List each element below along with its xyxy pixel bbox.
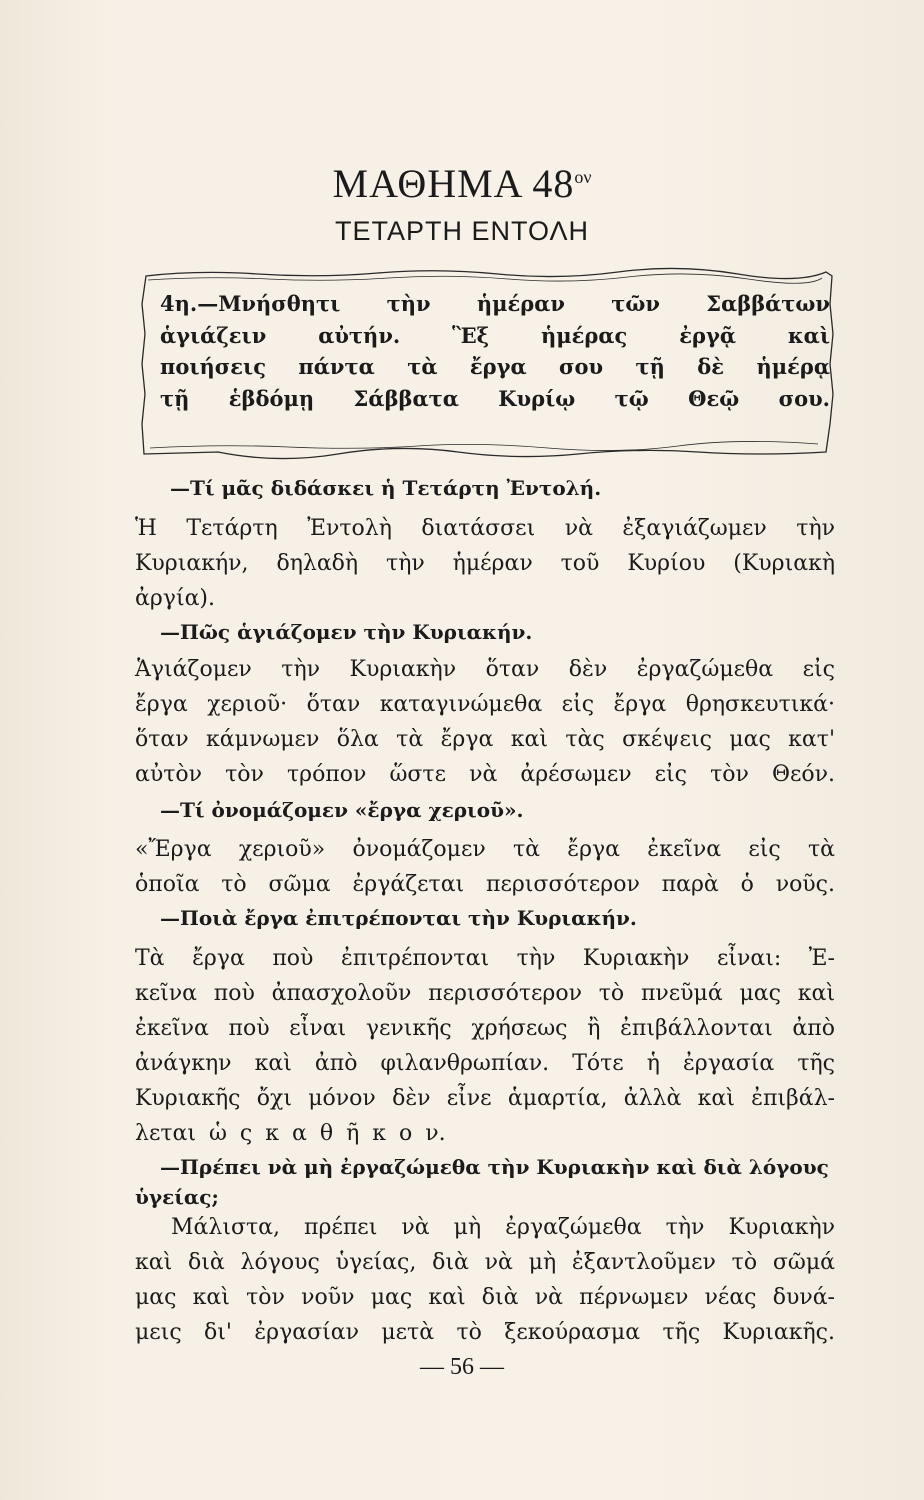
commandment-text: [160, 288, 830, 414]
question-4: —Ποιὰ ἔργα ἐπιτρέπονται τὴν Κυριακήν.: [160, 906, 637, 930]
commandment-line: ποιήσεις πάντα τὰ ἔργα σου τῇ δὲ ἡμέρᾳ: [160, 354, 830, 379]
answer-line: Κυριακήν, δηλαδὴ τὴν ἡμέραν τοῦ Κυρίου (Κυριακὴ: [135, 551, 835, 576]
answer-line: Μάλιστα, πρέπει νὰ μὴ ἐργαζώμεθα τὴν Κυριακὴν: [171, 1215, 835, 1240]
ordinal-suffix: ον: [574, 167, 592, 187]
commandment-line: τῇ ἑβδόμῃ Σάββατα Κυρίῳ τῷ Θεῷ σου.: [160, 385, 830, 411]
answer-5: [135, 1210, 835, 1350]
lesson-subtitle: ΤΕΤΑΡΤΗ ΕΝΤΟΛΗ: [334, 216, 590, 246]
question-5: —Πρέπει νὰ μὴ ἐργαζώμεθα τὴν Κυριακὴν καὶ διὰ λόγους ὑγείας;: [135, 1155, 829, 1209]
answer-line: μεις δι' ἐργασίαν μετὰ τὸ ξεκούρασμα τῆς Κυριακῆς.: [135, 1320, 835, 1345]
question-2: —Πῶς ἁγιάζομεν τὴν Κυριακήν.: [160, 620, 533, 644]
answer-line: μας καὶ τὸν νοῦν μας καὶ διὰ νὰ πέρνωμεν νέας δυνά-: [135, 1285, 835, 1310]
answer-line: Ἡ Τετάρτη Ἐντολὴ διατάσσει νὰ ἐξαγιάζωμεν τὴν: [135, 516, 835, 541]
question-3: —Τί ὀνομάζομεν «ἔργα χεριοῦ».: [160, 798, 524, 822]
answer-line: κεῖνα ποὺ ἀπασχολοῦν περισσότερον τὸ πνεῦμά μας καὶ: [135, 981, 835, 1006]
answer-line: ἀργία).: [135, 586, 215, 611]
answer-line: Ἁγιάζομεν τὴν Κυριακὴν ὅταν δὲν ἐργαζώμεθα εἰς: [135, 657, 835, 682]
commandment-line: 4η.—Μνήσθητι τὴν ἡμέραν τῶν Σαββάτων: [160, 291, 830, 316]
answer-line: ὅταν κάμνωμεν ὅλα τὰ ἔργα καὶ τὰς σκέψεις μας κατ': [135, 727, 835, 752]
question-1: —Τί μᾶς διδάσκει ἡ Τετάρτη Ἐντολή.: [170, 476, 602, 500]
answer-line: «Ἔργα χεριοῦ» ὀνομάζομεν τὰ ἔργα ἐκεῖνα εἰς τὰ: [135, 837, 835, 862]
answer-line: Κυριακῆς ὄχι μόνον δὲν εἶνε ἁμαρτία, ἀλλὰ καὶ ἐπιβάλ-: [135, 1086, 835, 1111]
page-number: — 56 —: [420, 1354, 504, 1380]
answer-4: [135, 941, 835, 1151]
answer-2: [135, 652, 835, 792]
answer-line: λεται ὡ ς κ α θ ῆ κ ο ν.: [135, 1121, 446, 1146]
answer-line: αὐτὸν τὸν τρόπον ὥστε νὰ ἀρέσωμεν εἰς τὸν Θεόν.: [135, 762, 835, 787]
answer-line: ἀνάγκην καὶ ἀπὸ φιλανθρωπίαν. Τότε ἡ ἐργασία τῆς: [135, 1051, 835, 1076]
answer-line: ἐκεῖνα ποὺ εἶναι γενικῆς χρήσεως ἢ ἐπιβάλλονται ἀπὸ: [135, 1016, 835, 1041]
answer-3: [135, 832, 835, 902]
answer-line: ἔργα χεριοῦ· ὅταν καταγινώμεθα εἰς ἔργα θρησκευτικά·: [135, 692, 835, 717]
answer-line: Τὰ ἔργα ποὺ ἐπιτρέπονται τὴν Κυριακὴν εἶναι: Ἐ-: [135, 946, 835, 971]
lesson-title: ΜΑΘΗΜΑ $48^{o\nu}$: [332, 161, 592, 206]
commandment-line: ἁγιάζειν αὐτήν. Ἓξ ἡμέρας ἐργᾷ καὶ: [160, 322, 830, 348]
answer-line: καὶ διὰ λόγους ὑγείας, διὰ νὰ μὴ ἐξαντλοῦμεν τὸ σῶμά: [135, 1250, 835, 1275]
answer-line: ὁποῖα τὸ σῶμα ἐργάζεται περισσότερον παρὰ ὁ νοῦς.: [135, 872, 835, 897]
answer-1: [135, 511, 835, 616]
